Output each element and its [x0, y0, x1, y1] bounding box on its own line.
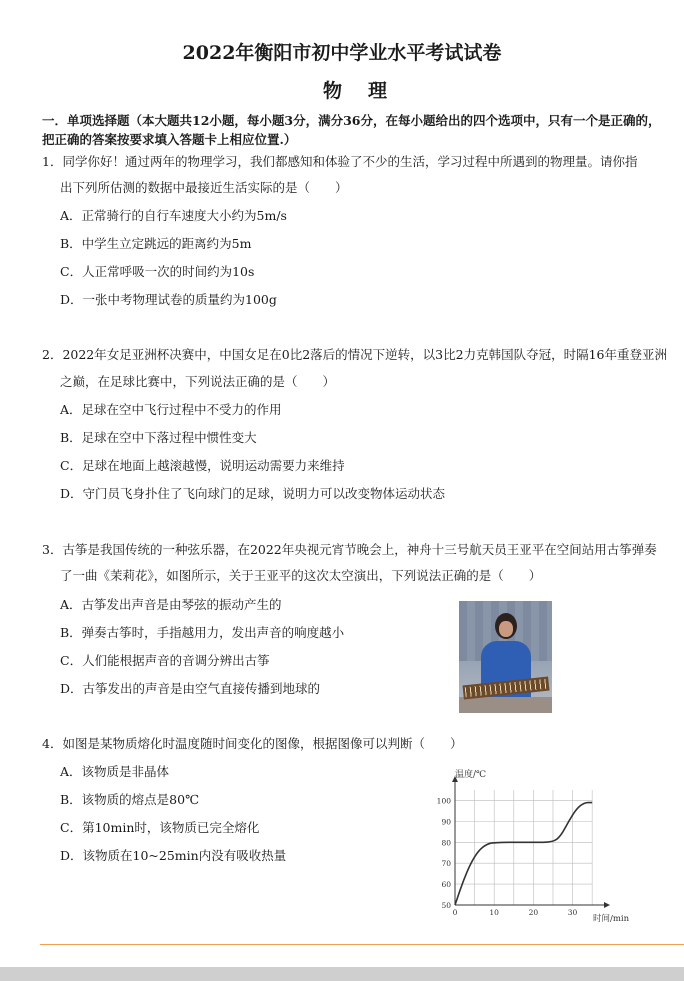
- question-4-option-c: C．第10min时，该物质已完全熔化: [60, 820, 260, 835]
- chart-y-tick-label: 60: [441, 880, 451, 890]
- question-3-option-a: A．古筝发出声音是由琴弦的振动产生的: [60, 597, 282, 612]
- photo-astronaut-face: [499, 621, 513, 637]
- footer-divider: [40, 944, 684, 945]
- question-1-stem-line2: 出下列所估测的数据中最接近生活实际的是（ ）: [60, 180, 348, 195]
- photo-floor: [459, 697, 552, 713]
- question-2-stem-line1: 2．2022年女足亚洲杯决赛中，中国女足在0比2落后的情况下逆转，以3比2力克韩国队夺冠，时隔16年重登亚洲: [42, 347, 667, 362]
- question-1-option-d: D．一张中考物理试卷的质量约为100g: [60, 292, 277, 307]
- question-4-option-d: D．该物质在10~25min内没有吸收热量: [60, 848, 287, 863]
- chart-y-tick-label: 80: [441, 838, 451, 848]
- section-heading-line2: 把正确的答案按要求填入答题卡上相应位置.）: [42, 132, 297, 147]
- melting-curve-chart: [425, 765, 665, 930]
- chart-x-tick-label: 0: [452, 908, 458, 917]
- chart-y-tick-label: 100: [436, 796, 451, 806]
- question-3-option-d: D．古筝发出的声音是由空气直接传播到地球的: [60, 681, 321, 696]
- chart-y-tick-label: 90: [441, 817, 451, 827]
- exam-title: 2022年衡阳市初中学业水平考试试卷: [182, 42, 502, 64]
- question-1-option-b: B．中学生立定跳远的距离约为5m: [60, 236, 252, 251]
- chart-x-tick-label: 30: [567, 908, 578, 917]
- question-2-option-b: B．足球在空中下落过程中惯性变大: [60, 430, 257, 445]
- question-1-option-c: C．人正常呼吸一次的时间约为10s: [60, 264, 255, 279]
- question-2-option-c: C．足球在地面上越滚越慢，说明运动需要力来维持: [60, 458, 345, 473]
- question-2-stem-line2: 之巅，在足球比赛中，下列说法正确的是（ ）: [60, 374, 336, 389]
- chart-x-tick-label: 10: [489, 908, 499, 917]
- question-4-stem: 4．如图是某物质熔化时温度随时间变化的图像，根据图像可以判断（ ）: [42, 736, 463, 751]
- question-3-stem-line1: 3．古筝是我国传统的一种弦乐器，在2022年央视元宵节晚会上，神舟十三号航天员王亚平在空间站用古筝弹奏: [42, 542, 657, 557]
- question-2-option-d: D．守门员飞身扑住了飞向球门的足球，说明力可以改变物体运动状态: [60, 486, 446, 501]
- subject-title: 物理: [322, 80, 413, 102]
- chart-x-axis-label: 时间/min: [593, 914, 630, 924]
- chart-y-axis-label: 温度/℃: [455, 770, 487, 780]
- chart-grid: [455, 790, 592, 905]
- question-4-option-b: B．该物质的熔点是80℃: [60, 792, 200, 807]
- page-bottom-bar: [0, 967, 684, 981]
- question-3-option-c: C．人们能根据声音的音调分辨出古筝: [60, 653, 270, 668]
- question-1-option-a: A．正常骑行的自行车速度大小约为5m/s: [60, 208, 287, 223]
- chart-x-axis-arrow: [604, 902, 610, 908]
- question-3-option-b: B．弹奏古筝时，手指越用力，发出声音的响度越小: [60, 625, 345, 640]
- astronaut-guzheng-photo: [459, 601, 552, 713]
- chart-x-tick-label: 20: [528, 908, 539, 917]
- chart-y-tick-label: 50: [441, 901, 451, 910]
- question-4-option-a: A．该物质是非晶体: [60, 764, 170, 779]
- chart-series-line: [455, 803, 592, 905]
- chart-y-tick-label: 70: [441, 859, 451, 869]
- question-2-option-a: A．足球在空中飞行过程中不受力的作用: [60, 402, 282, 417]
- question-3-stem-line2: 了一曲《茉莉花》，如图所示，关于王亚平的这次太空演出，下列说法正确的是（ ）: [60, 568, 542, 583]
- section-heading-line1: 一．单项选择题（本大题共12小题，每小题3分，满分36分，在每小题给出的四个选项中，只有一个是正确的，: [42, 113, 661, 128]
- question-1-stem-line1: 1．同学你好！通过两年的物理学习，我们都感知和体验了不少的生活，学习过程中所遇到的物理量。请你指: [42, 154, 638, 169]
